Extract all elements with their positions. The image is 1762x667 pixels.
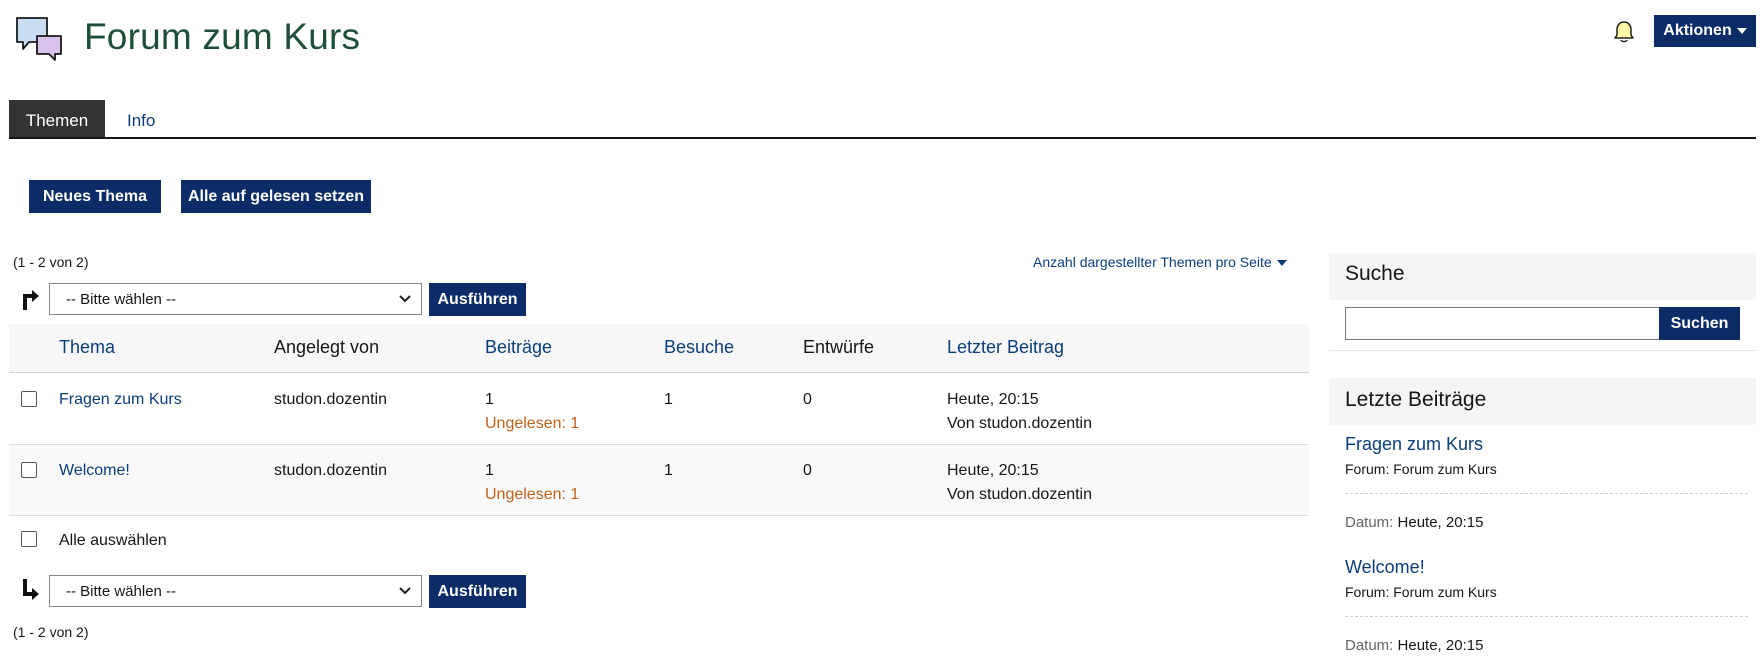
mark-all-read-button[interactable]: Alle auf gelesen setzen bbox=[181, 180, 371, 213]
per-page-label: Anzahl dargestellter Themen pro Seite bbox=[1033, 254, 1272, 270]
bulk-action-select-bottom[interactable] bbox=[49, 575, 422, 607]
last-post-author: Von studon.dozentin bbox=[947, 486, 1093, 503]
bulk-action-select-value: -- Bitte wählen -- bbox=[66, 583, 177, 600]
search-panel-title: Suche bbox=[1345, 262, 1405, 285]
table-row bbox=[9, 374, 1309, 445]
latest-post-date bbox=[1345, 637, 1483, 654]
actions-dropdown-button[interactable] bbox=[1654, 15, 1756, 47]
arrow-turn-down-right-icon bbox=[21, 578, 41, 602]
last-post-author: Von studon.dozentin bbox=[947, 415, 1093, 432]
caret-down-icon bbox=[1737, 28, 1747, 34]
posts-count: 1 bbox=[485, 391, 494, 408]
date-value: Heute, 20:15 bbox=[1397, 514, 1484, 531]
latest-post-date bbox=[1345, 514, 1483, 531]
tab-info[interactable]: Info bbox=[127, 111, 156, 130]
column-header-angelegt-von: Angelegt von bbox=[274, 337, 380, 357]
row-checkbox[interactable] bbox=[21, 391, 37, 407]
search-panel-divider bbox=[1329, 350, 1756, 351]
date-value: Heute, 20:15 bbox=[1397, 637, 1484, 654]
tabs-divider bbox=[9, 137, 1756, 139]
latest-post-link[interactable]: Fragen zum Kurs bbox=[1345, 434, 1484, 454]
arrow-turn-right-icon bbox=[21, 287, 41, 311]
date-label: Datum: bbox=[1345, 637, 1394, 654]
latest-post-link[interactable]: Welcome! bbox=[1345, 557, 1425, 577]
last-post-date: Heute, 20:15 bbox=[947, 391, 1039, 408]
posts-count: 1 bbox=[485, 462, 494, 479]
author: studon.dozentin bbox=[274, 391, 387, 408]
unread-count: Ungelesen: 1 bbox=[485, 486, 580, 503]
column-header-beitraege[interactable]: Beiträge bbox=[485, 337, 553, 357]
chevron-down-icon bbox=[399, 295, 411, 303]
chevron-down-icon bbox=[399, 587, 411, 595]
drafts-count: 0 bbox=[803, 462, 812, 479]
new-topic-button[interactable]: Neues Thema bbox=[29, 180, 161, 213]
forum-icon bbox=[15, 16, 63, 62]
last-post-date: Heute, 20:15 bbox=[947, 462, 1039, 479]
latest-post-forum: Forum: Forum zum Kurs bbox=[1345, 584, 1497, 600]
column-header-entwuerfe: Entwürfe bbox=[803, 337, 875, 357]
visits-count: 1 bbox=[664, 391, 673, 408]
bulk-action-select-top[interactable] bbox=[49, 283, 422, 315]
page-title: Forum zum Kurs bbox=[84, 16, 361, 57]
column-header-letzter-beitrag[interactable]: Letzter Beitrag bbox=[947, 337, 1065, 357]
result-count-top: (1 - 2 von 2) bbox=[13, 254, 89, 270]
latest-post-divider bbox=[1345, 493, 1748, 494]
table-header bbox=[9, 324, 1309, 373]
topic-link[interactable]: Welcome! bbox=[59, 462, 130, 479]
row-checkbox[interactable] bbox=[21, 462, 37, 478]
latest-post-divider bbox=[1345, 616, 1748, 617]
execute-button-top[interactable]: Ausführen bbox=[429, 283, 526, 316]
select-all-checkbox[interactable] bbox=[21, 531, 37, 547]
execute-button-bottom[interactable]: Ausführen bbox=[429, 575, 526, 608]
search-input[interactable] bbox=[1345, 307, 1660, 340]
unread-count: Ungelesen: 1 bbox=[485, 415, 580, 432]
column-header-thema[interactable]: Thema bbox=[59, 337, 116, 357]
drafts-count: 0 bbox=[803, 391, 812, 408]
result-count-bottom: (1 - 2 von 2) bbox=[13, 624, 89, 640]
topic-link[interactable]: Fragen zum Kurs bbox=[59, 391, 182, 408]
latest-posts-title: Letzte Beiträge bbox=[1345, 388, 1487, 411]
date-label: Datum: bbox=[1345, 514, 1394, 531]
bulk-action-select-value: -- Bitte wählen -- bbox=[66, 291, 177, 308]
author: studon.dozentin bbox=[274, 462, 387, 479]
search-button[interactable]: Suchen bbox=[1659, 307, 1740, 340]
table-row bbox=[9, 445, 1309, 516]
per-page-dropdown[interactable] bbox=[1033, 254, 1287, 270]
latest-post-forum: Forum: Forum zum Kurs bbox=[1345, 461, 1497, 477]
notification-bell-icon[interactable] bbox=[1613, 20, 1635, 44]
visits-count: 1 bbox=[664, 462, 673, 479]
caret-down-icon bbox=[1277, 260, 1287, 266]
column-header-besuche[interactable]: Besuche bbox=[664, 337, 735, 357]
actions-label: Aktionen bbox=[1663, 22, 1732, 39]
select-all-label[interactable]: Alle auswählen bbox=[59, 532, 167, 549]
tab-themen[interactable]: Themen bbox=[9, 100, 105, 137]
